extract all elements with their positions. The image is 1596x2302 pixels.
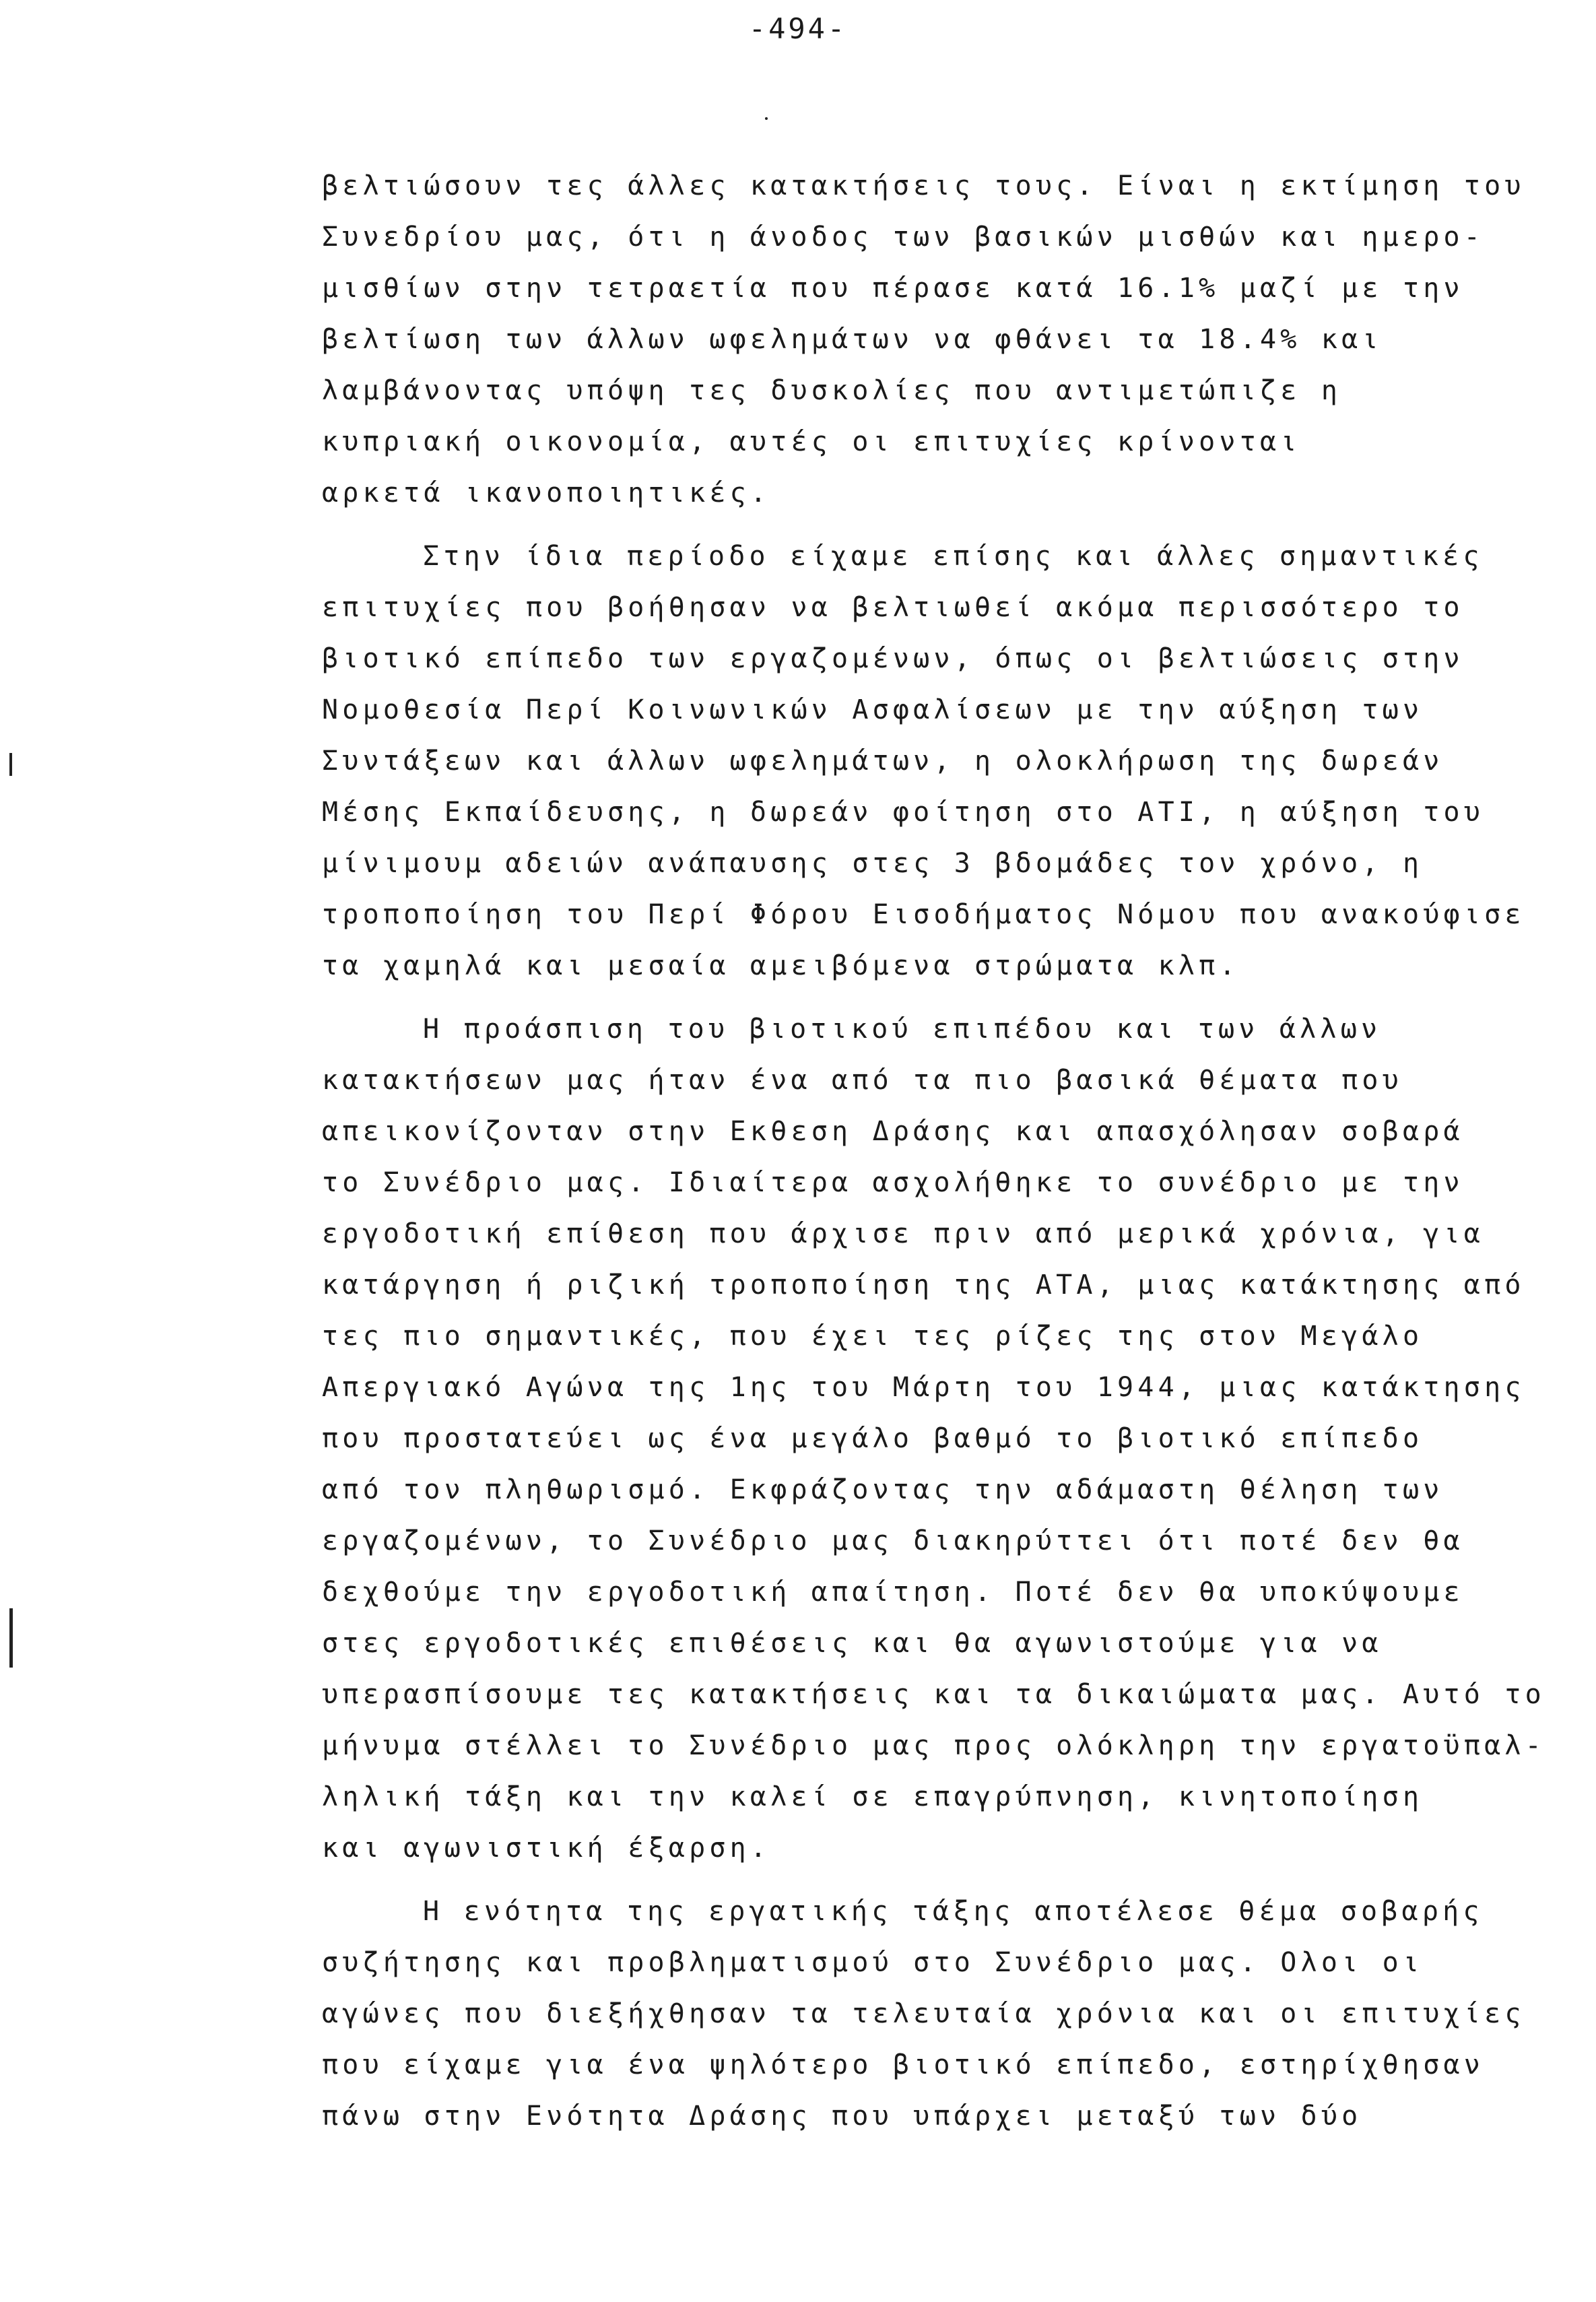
text-line: βελτιώσουν τες άλλες κατακτήσεις τους. Είναι η εκτίμηση του (322, 170, 1525, 201)
text-line: Απεργιακό Αγώνα της 1ης του Μάρτη του 1944, μιας κατάκτησης (322, 1372, 1525, 1403)
text-line: εργοδοτική επίθεση που άρχισε πριν από μερικά χρόνια, για (322, 1218, 1485, 1249)
text-line: κυπριακή οικονομία, αυτές οι επιτυχίες κρίνονται (322, 426, 1301, 457)
text-line: Συνεδρίου μας, ότι η άνοδος των βασικών μισθών και ημερο- (322, 222, 1485, 253)
text-line: απεικονίζονταν στην Εκθεση Δράσης και απασχόλησαν σοβαρά (322, 1116, 1464, 1147)
text-line: Συντάξεων και άλλων ωφελημάτων, η ολοκλήρωση της δωρεάν (322, 746, 1444, 777)
text-line: κατάργηση ή ριζική τροποποίηση της ΑΤΑ, μιας κατάκτησης από (322, 1270, 1525, 1301)
text-line: μήνυμα στέλλει το Συνέδριο μας προς ολόκληρη την εργατοϋπαλ- (322, 1730, 1545, 1761)
text-line: και αγωνιστική έξαρση. (322, 1833, 771, 1864)
text-line: βελτίωση των άλλων ωφελημάτων να φθάνει τα 18.4% και (322, 324, 1383, 355)
text-line: από τον πληθωρισμό. Εκφράζοντας την αδάμαστη θέληση των (322, 1474, 1444, 1505)
text-line: που είχαμε για ένα ψηλότερο βιοτικό επίπεδο, εστηρίχθησαν (322, 2049, 1485, 2080)
text-line: στες εργοδοτικές επιθέσεις και θα αγωνιστούμε για να (322, 1628, 1383, 1659)
text-line: Μέσης Εκπαίδευσης, η δωρεάν φοίτηση στο ΑΤΙ, η αύξηση του (322, 797, 1485, 828)
text-line: μισθίων στην τετραετία που πέρασε κατά 16.1% μαζί με την (322, 273, 1464, 304)
margin-mark (9, 753, 12, 776)
text-line: τροποποίηση του Περί Φόρου Εισοδήματος Νόμου που ανακούφισε (322, 899, 1525, 930)
text-line: Η προάσπιση του βιοτικού επιπέδου και των άλλων (423, 1014, 1382, 1045)
margin-mark (9, 1608, 13, 1668)
text-line: εργαζομένων, το Συνέδριο μας διακηρύττει ότι ποτέ δεν θα (322, 1525, 1464, 1556)
page-number: -494- (748, 12, 848, 45)
text-line: λαμβάνοντας υπόψη τες δυσκολίες που αντιμετώπιζε η (322, 375, 1342, 406)
text-line: τες πιο σημαντικές, που έχει τες ρίζες της στον Μεγάλο (322, 1321, 1424, 1352)
text-line: που προστατεύει ως ένα μεγάλο βαθμό το βιοτικό επίπεδο (322, 1423, 1424, 1454)
document-body (322, 160, 1561, 2142)
text-line: πάνω στην Ενότητα Δράσης που υπάρχει μεταξύ των δύο (322, 2101, 1362, 2132)
text-line: ληλική τάξη και την καλεί σε επαγρύπνηση, κινητοποίηση (322, 1781, 1424, 1812)
text-line: το Συνέδριο μας. Ιδιαίτερα ασχολήθηκε το συνέδριο με την (322, 1167, 1464, 1198)
margin-dot (765, 117, 768, 120)
text-line: Στην ίδια περίοδο είχαμε επίσης και άλλες σημαντικές (423, 541, 1484, 572)
text-line: μίνιμουμ αδειών ανάπαυσης στες 3 βδομάδες τον χρόνο, η (322, 848, 1424, 879)
text-line: Η ενότητα της εργατικής τάξης αποτέλεσε θέμα σοβαρής (423, 1896, 1484, 1927)
text-line: Νομοθεσία Περί Κοινωνικών Ασφαλίσεων με την αύξηση των (322, 694, 1424, 725)
text-line: επιτυχίες που βοήθησαν να βελτιωθεί ακόμα περισσότερο το (322, 592, 1464, 623)
text-line: αρκετά ικανοποιητικές. (322, 478, 771, 508)
text-line: αγώνες που διεξήχθησαν τα τελευταία χρόνια και οι επιτυχίες (322, 1998, 1525, 2029)
text-line: συζήτησης και προβληματισμού στο Συνέδριο μας. Ολοι οι (322, 1947, 1424, 1978)
text-line: κατακτήσεων μας ήταν ένα από τα πιο βασικά θέματα που (322, 1065, 1403, 1096)
text-line: υπερασπίσουμε τες κατακτήσεις και τα δικαιώματα μας. Αυτό το (322, 1679, 1545, 1710)
text-line: βιοτικό επίπεδο των εργαζομένων, όπως οι βελτιώσεις στην (322, 643, 1464, 674)
text-line: τα χαμηλά και μεσαία αμειβόμενα στρώματα κλπ. (322, 950, 1240, 981)
text-line: δεχθούμε την εργοδοτική απαίτηση. Ποτέ δεν θα υποκύψουμε (322, 1577, 1464, 1608)
